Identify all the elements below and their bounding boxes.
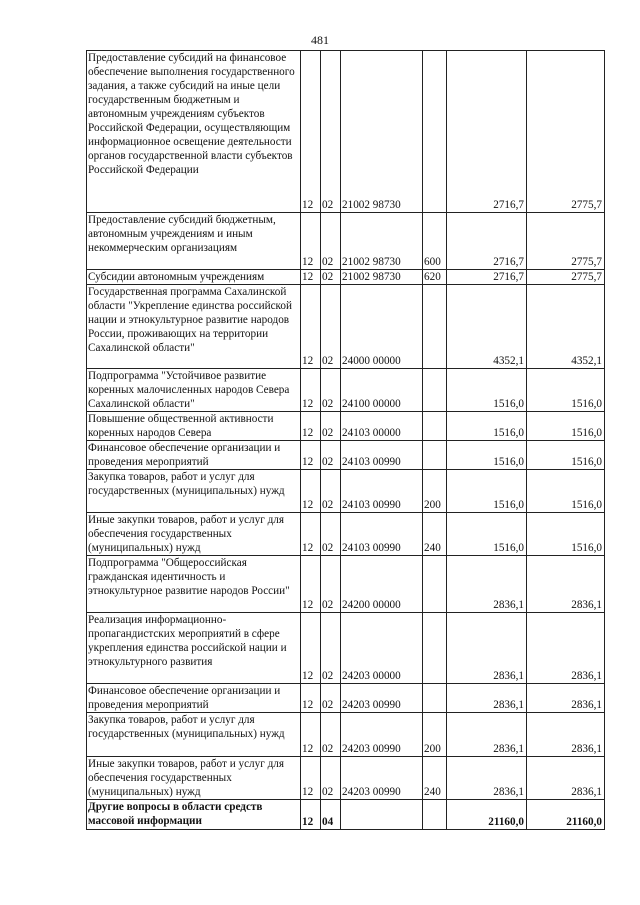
row-subsection-code: 02	[321, 285, 341, 369]
row-subsection-code: 02	[321, 470, 341, 513]
row-amount-year-1: 2836,1	[447, 613, 527, 684]
row-name: Повышение общественной активности коренных народов Севера	[87, 412, 301, 441]
row-subsection-code: 02	[321, 556, 341, 613]
row-expense-type-code	[423, 556, 447, 613]
table-row	[87, 412, 605, 441]
table-row	[87, 613, 605, 684]
row-target-article-code: 21002 98730	[341, 213, 423, 270]
row-subsection-code: 02	[321, 713, 341, 757]
row-section-code: 12	[301, 213, 321, 270]
row-amount-year-2: 1516,0	[527, 470, 605, 513]
row-amount-year-1: 21160,0	[447, 800, 527, 830]
row-target-article-code: 24103 00000	[341, 412, 423, 441]
table-row	[87, 713, 605, 757]
table-row	[87, 757, 605, 800]
row-name: Закупка товаров, работ и услуг для государственных (муниципальных) нужд	[87, 470, 301, 513]
row-name: Подпрограмма "Общероссийская гражданская идентичность и этнокультурное развитие народов России"	[87, 556, 301, 613]
row-target-article-code: 24203 00990	[341, 757, 423, 800]
row-subsection-code: 02	[321, 213, 341, 270]
row-expense-type-code	[423, 684, 447, 713]
row-amount-year-2: 2775,7	[527, 51, 605, 213]
row-target-article-code: 21002 98730	[341, 270, 423, 285]
row-target-article-code	[341, 800, 423, 830]
row-subsection-code: 02	[321, 270, 341, 285]
row-target-article-code: 24203 00990	[341, 713, 423, 757]
row-target-article-code: 24000 00000	[341, 285, 423, 369]
table-row	[87, 270, 605, 285]
row-subsection-code: 02	[321, 757, 341, 800]
row-name: Предоставление субсидий бюджетным, автономным учреждениям и иным некоммерческим организациям	[87, 213, 301, 270]
table-row	[87, 369, 605, 412]
row-expense-type-code	[423, 369, 447, 412]
row-expense-type-code	[423, 51, 447, 213]
row-section-code: 12	[301, 412, 321, 441]
table-row	[87, 441, 605, 470]
page-number: 481	[311, 33, 329, 47]
row-amount-year-2: 21160,0	[527, 800, 605, 830]
row-target-article-code: 24200 00000	[341, 556, 423, 613]
row-subsection-code: 02	[321, 513, 341, 556]
table-row	[87, 285, 605, 369]
row-expense-type-code: 240	[423, 513, 447, 556]
row-section-code: 12	[301, 270, 321, 285]
table-row	[87, 800, 605, 830]
row-amount-year-1: 2836,1	[447, 684, 527, 713]
row-amount-year-2: 2836,1	[527, 713, 605, 757]
row-subsection-code: 02	[321, 684, 341, 713]
row-amount-year-2: 1516,0	[527, 441, 605, 470]
table-row	[87, 470, 605, 513]
row-amount-year-1: 1516,0	[447, 441, 527, 470]
row-section-code: 12	[301, 51, 321, 213]
row-amount-year-1: 1516,0	[447, 513, 527, 556]
budget-table	[86, 50, 605, 830]
row-section-code: 12	[301, 757, 321, 800]
row-amount-year-1: 2716,7	[447, 51, 527, 213]
row-subsection-code: 02	[321, 412, 341, 441]
row-expense-type-code	[423, 285, 447, 369]
row-target-article-code: 21002 98730	[341, 51, 423, 213]
row-target-article-code: 24203 00000	[341, 613, 423, 684]
row-name: Другие вопросы в области средств массовой информации	[87, 800, 301, 830]
row-section-code: 12	[301, 285, 321, 369]
row-name: Иные закупки товаров, работ и услуг для обеспечения государственных (муниципальных) нужд	[87, 757, 301, 800]
row-expense-type-code: 600	[423, 213, 447, 270]
row-name: Финансовое обеспечение организации и проведения мероприятий	[87, 684, 301, 713]
row-target-article-code: 24103 00990	[341, 513, 423, 556]
row-amount-year-1: 4352,1	[447, 285, 527, 369]
row-target-article-code: 24103 00990	[341, 441, 423, 470]
row-amount-year-1: 1516,0	[447, 470, 527, 513]
row-amount-year-2: 2836,1	[527, 613, 605, 684]
row-expense-type-code	[423, 441, 447, 470]
row-section-code: 12	[301, 369, 321, 412]
row-subsection-code: 02	[321, 51, 341, 213]
row-name: Закупка товаров, работ и услуг для государственных (муниципальных) нужд	[87, 713, 301, 757]
row-amount-year-2: 1516,0	[527, 513, 605, 556]
row-amount-year-2: 2775,7	[527, 270, 605, 285]
row-section-code: 12	[301, 613, 321, 684]
table-row	[87, 51, 605, 213]
row-amount-year-1: 2836,1	[447, 757, 527, 800]
row-name: Предоставление субсидий на финансовое обеспечение выполнения государственного задания, а также субсидий на иные цели государственным бюджетным и автономным учреждениям субъектов Российской Федерации, осуществляющим информационное освещение деятельности органов государственной власти субъектов Российской Федерации	[87, 51, 301, 213]
row-name: Финансовое обеспечение организации и проведения мероприятий	[87, 441, 301, 470]
row-amount-year-1: 2836,1	[447, 556, 527, 613]
row-expense-type-code: 200	[423, 470, 447, 513]
row-expense-type-code	[423, 613, 447, 684]
row-section-code: 12	[301, 513, 321, 556]
row-name: Иные закупки товаров, работ и услуг для обеспечения государственных (муниципальных) нужд	[87, 513, 301, 556]
row-amount-year-2: 1516,0	[527, 412, 605, 441]
row-amount-year-1: 2716,7	[447, 270, 527, 285]
row-section-code: 12	[301, 441, 321, 470]
row-subsection-code: 02	[321, 613, 341, 684]
row-name: Государственная программа Сахалинской области "Укрепление единства российской нации и этнокультурное развитие народов России, проживающих на территории Сахалинской области"	[87, 285, 301, 369]
row-subsection-code: 04	[321, 800, 341, 830]
table-row	[87, 213, 605, 270]
table-row	[87, 556, 605, 613]
table-row	[87, 513, 605, 556]
row-target-article-code: 24203 00990	[341, 684, 423, 713]
row-amount-year-2: 2836,1	[527, 757, 605, 800]
row-target-article-code: 24100 00000	[341, 369, 423, 412]
row-amount-year-1: 2836,1	[447, 713, 527, 757]
row-expense-type-code: 200	[423, 713, 447, 757]
row-target-article-code: 24103 00990	[341, 470, 423, 513]
row-expense-type-code: 620	[423, 270, 447, 285]
row-amount-year-1: 1516,0	[447, 369, 527, 412]
row-name: Реализация информационно-пропагандистских мероприятий в сфере укрепления единства российской нации и этнокультурного развития	[87, 613, 301, 684]
row-amount-year-2: 2836,1	[527, 556, 605, 613]
row-subsection-code: 02	[321, 369, 341, 412]
row-section-code: 12	[301, 800, 321, 830]
row-section-code: 12	[301, 556, 321, 613]
row-amount-year-1: 2716,7	[447, 213, 527, 270]
row-expense-type-code: 240	[423, 757, 447, 800]
row-section-code: 12	[301, 713, 321, 757]
row-amount-year-1: 1516,0	[447, 412, 527, 441]
row-amount-year-2: 2775,7	[527, 213, 605, 270]
row-subsection-code: 02	[321, 441, 341, 470]
row-expense-type-code	[423, 800, 447, 830]
row-amount-year-2: 2836,1	[527, 684, 605, 713]
row-expense-type-code	[423, 412, 447, 441]
row-section-code: 12	[301, 470, 321, 513]
row-amount-year-2: 4352,1	[527, 285, 605, 369]
row-name: Субсидии автономным учреждениям	[87, 270, 301, 285]
row-amount-year-2: 1516,0	[527, 369, 605, 412]
row-name: Подпрограмма "Устойчивое развитие коренных малочисленных народов Севера Сахалинской области"	[87, 369, 301, 412]
row-section-code: 12	[301, 684, 321, 713]
table-row	[87, 684, 605, 713]
